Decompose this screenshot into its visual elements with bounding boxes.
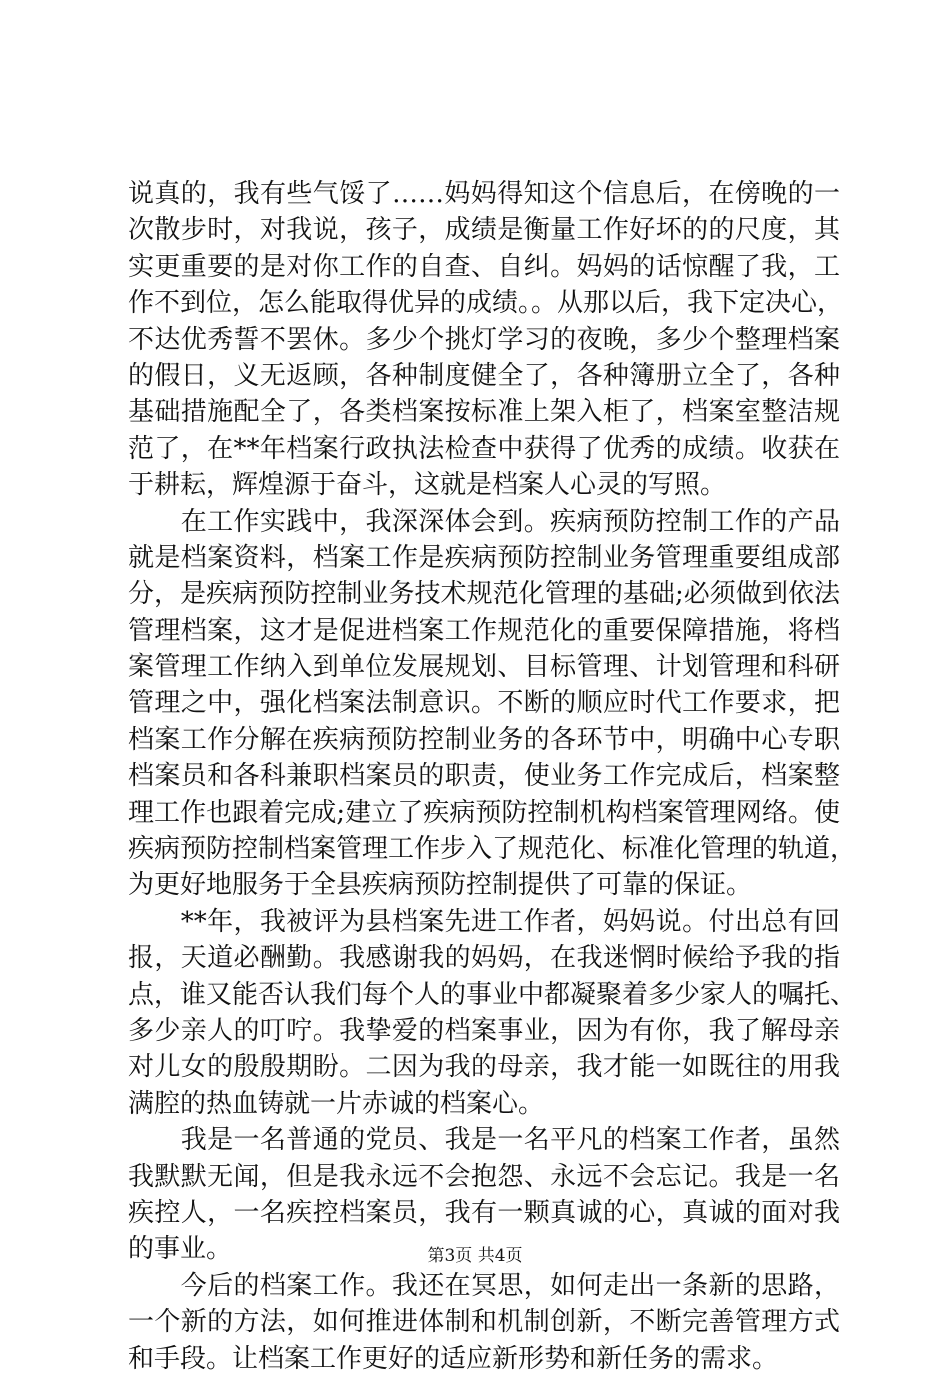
text-line: 就是档案资料，档案工作是疾病预防控制业务管理重要组成部 bbox=[128, 542, 840, 573]
page-footer: 第3页 共4页 bbox=[427, 1246, 523, 1266]
text-line: 和手段。让档案工作更好的适应新形势和新任务的需求。 bbox=[128, 1343, 779, 1374]
text-line: 实更重要的是对你工作的自查、自纠。妈妈的话惊醒了我，工 bbox=[128, 251, 840, 282]
text-line: 说真的，我有些气馁了……妈妈得知这个信息后，在傍晚的一 bbox=[128, 179, 840, 209]
text-line: 在工作实践中，我深深体会到。疾病预防控制工作的产品 bbox=[128, 506, 840, 537]
text-line: 管理之中，强化档案法制意识。不断的顺应时代工作要求，把 bbox=[128, 688, 840, 719]
text-line: 对儿女的殷殷期盼。二因为我的母亲，我才能一如既往的用我 bbox=[128, 1052, 840, 1083]
text-line: 管理档案，这才是促进档案工作规范化的重要保障措施，将档 bbox=[128, 615, 840, 646]
text-line: 的事业。 bbox=[128, 1234, 233, 1265]
text-line: 于耕耘，辉煌源于奋斗，这就是档案人心灵的写照。 bbox=[128, 470, 727, 501]
text-line: 为更好地服务于全县疾病预防控制提供了可靠的保证。 bbox=[128, 870, 753, 901]
text-line: 理工作也跟着完成;建立了疾病预防控制机构档案管理网络。使 bbox=[128, 797, 840, 828]
text-line: 案管理工作纳入到单位发展规划、目标管理、计划管理和科研 bbox=[128, 652, 840, 683]
text-line: 多少亲人的叮咛。我挚爱的档案事业，因为有你，我了解母亲 bbox=[128, 1015, 840, 1046]
text-line: 点，谁又能否认我们每个人的事业中都凝聚着多少家人的嘱托、 bbox=[128, 979, 857, 1010]
text-line: 一个新的方法，如何推进体制和机制创新，不断完善管理方式 bbox=[128, 1307, 840, 1338]
text-line: 基础措施配全了，各类档案按标准上架入柜了，档案室整洁规 bbox=[128, 397, 840, 428]
text-line: 次散步时，对我说，孩子，成绩是衡量工作好坏的的尺度，其 bbox=[128, 215, 840, 246]
text-line: 疾病预防控制档案管理工作步入了规范化、标准化管理的轨道， bbox=[128, 834, 857, 865]
text-line: **年，我被评为县档案先进工作者，妈妈说。付出总有回 bbox=[128, 906, 840, 937]
text-line: 档案员和各科兼职档案员的职责，使业务工作完成后，档案整 bbox=[128, 761, 840, 792]
text-line: 分，是疾病预防控制业务技术规范化管理的基础;必须做到依法 bbox=[128, 579, 840, 610]
text-line: 作不到位，怎么能取得优异的成绩。。从那以后，我下定决心， bbox=[128, 288, 844, 319]
text-line: 我默默无闻，但是我永远不会抱怨、永远不会忘记。我是一名 bbox=[128, 1161, 840, 1192]
text-line: 范了，在**年档案行政执法检查中获得了优秀的成绩。收获在 bbox=[128, 433, 840, 464]
text-line: 档案工作分解在疾病预防控制业务的各环节中，明确中心专职 bbox=[128, 724, 840, 755]
text-line: 报，天道必酬勤。我感谢我的妈妈，在我迷惘时候给予我的指 bbox=[128, 943, 840, 974]
text-line: 的假日，义无返顾，各种制度健全了，各种簿册立全了，各种 bbox=[128, 360, 840, 391]
text-line: 不达优秀誓不罢休。多少个挑灯学习的夜晚，多少个整理档案 bbox=[128, 324, 840, 355]
text-line: 满腔的热血铸就一片赤诚的档案心。 bbox=[128, 1088, 545, 1119]
text-line: 疾控人，一名疾控档案员，我有一颗真诚的心，真诚的面对我 bbox=[128, 1197, 840, 1228]
text-line: 我是一名普通的党员、我是一名平凡的档案工作者，虽然 bbox=[128, 1125, 840, 1156]
body-text bbox=[128, 176, 857, 1377]
text-line: 今后的档案工作。我还在冥思，如何走出一条新的思路， bbox=[128, 1270, 840, 1301]
